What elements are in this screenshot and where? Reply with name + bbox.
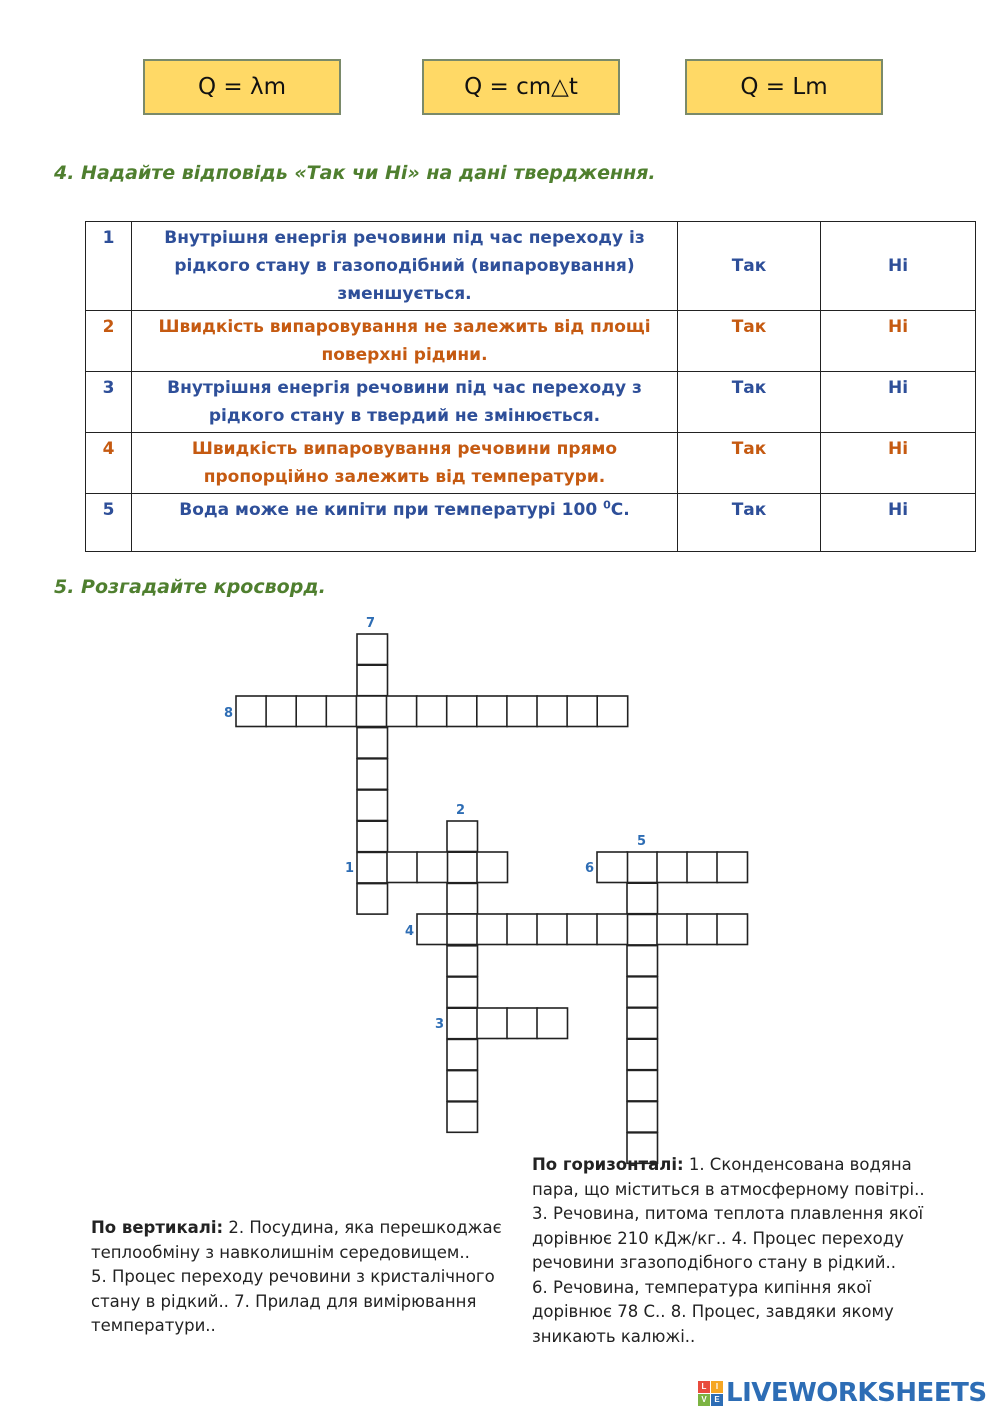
crossword-cell[interactable] — [357, 665, 388, 696]
clue-line: дорівнює 78 С.. 8. Процес, завдяки якому — [532, 1302, 894, 1321]
clue-line: зникають калюжі.. — [532, 1326, 696, 1346]
crossword-cell[interactable] — [236, 696, 267, 727]
clue-line: дорівнює 210 кДж/кг.. 4. Процес переходу — [532, 1228, 904, 1248]
crossword-cell[interactable] — [627, 1102, 658, 1133]
clue-number-4: 4 — [405, 924, 415, 939]
statement-text: Швидкість випаровування не залежить від площі поверхні рідини. — [132, 311, 678, 372]
logo-mark-letter: E — [711, 1394, 723, 1406]
crossword-cell[interactable] — [357, 728, 388, 759]
answer-no[interactable]: Ні — [821, 433, 976, 494]
crossword-cell[interactable] — [627, 914, 658, 945]
logo-mark-icon — [698, 1381, 723, 1406]
crossword-cell[interactable] — [597, 852, 628, 883]
crossword-cell[interactable] — [507, 1008, 538, 1039]
crossword-cell[interactable] — [657, 914, 688, 945]
crossword-cell[interactable] — [447, 1102, 478, 1133]
crossword-cell[interactable] — [357, 884, 388, 915]
crossword-cell[interactable] — [537, 914, 568, 945]
statement-main: Вода може не кипіти при температурі 100 — [179, 500, 604, 520]
vertical-clues — [91, 1216, 511, 1339]
clue-line: стану в рідкий.. 7. Прилад для вимірювання — [91, 1291, 477, 1311]
crossword-cell[interactable] — [597, 914, 628, 945]
liveworksheets-logo — [698, 1378, 987, 1408]
crossword-cell[interactable] — [477, 914, 508, 945]
formula-fusion: Q = λm — [143, 59, 341, 115]
formula-vaporization: Q = Lm — [685, 59, 883, 115]
clue-line: 2. Посудина, яка перешкоджає — [223, 1218, 502, 1237]
crossword-cell[interactable] — [356, 696, 387, 727]
task5-heading: 5. Розгадайте кросворд. — [54, 576, 326, 598]
clue-line: температури.. — [91, 1316, 216, 1335]
crossword-cell[interactable] — [627, 1039, 658, 1070]
crossword-cell[interactable] — [387, 852, 418, 883]
crossword-cell[interactable] — [627, 883, 658, 914]
crossword-cell[interactable] — [687, 914, 718, 945]
formula-heating: Q = cm△t — [422, 59, 620, 115]
crossword-cell[interactable] — [417, 914, 448, 945]
clue-line: 5. Процес переходу речовини з кристалічного — [91, 1267, 495, 1286]
answer-no[interactable]: Ні — [821, 311, 976, 372]
clue-line: 6. Речовина, температура кипіння якої — [532, 1277, 872, 1297]
crossword-cell[interactable] — [266, 696, 297, 727]
crossword-cell[interactable] — [627, 1008, 658, 1039]
clue-number-1: 1 — [345, 861, 355, 876]
logo-mark-letter: I — [711, 1381, 723, 1393]
clue-number-3: 3 — [435, 1017, 445, 1032]
crossword-cell[interactable] — [447, 696, 478, 727]
logo-mark-letter: L — [698, 1381, 710, 1393]
crossword-cell[interactable] — [447, 1039, 478, 1070]
crossword-cell[interactable] — [477, 852, 508, 883]
horizontal-title: По горизонталі: — [532, 1155, 684, 1174]
clue-number-5: 5 — [637, 834, 647, 849]
answer-yes[interactable]: Так — [678, 222, 821, 311]
clue-line: 1. Сконденсована водяна — [683, 1155, 912, 1174]
row-number: 1 — [86, 222, 132, 311]
crossword-cell[interactable] — [507, 696, 538, 727]
crossword-cell[interactable] — [717, 914, 748, 945]
crossword-cell[interactable] — [387, 696, 418, 727]
horizontal-clues — [532, 1153, 952, 1349]
crossword-cell[interactable] — [627, 946, 658, 977]
crossword-cell[interactable] — [687, 852, 718, 883]
crossword-cell[interactable] — [447, 1008, 478, 1038]
crossword-cell[interactable] — [627, 977, 658, 1008]
statement-text: Швидкість випаровування речовини прямо пропорційно залежить від температури. — [132, 433, 678, 494]
row-number: 3 — [86, 372, 132, 433]
task4-heading: 4. Надайте відповідь «Так чи Ні» на дані твердження. — [54, 162, 656, 184]
crossword-cell[interactable] — [447, 1071, 478, 1102]
answer-yes[interactable]: Так — [678, 311, 821, 372]
crossword-cell[interactable] — [627, 852, 658, 883]
crossword-cell[interactable] — [627, 1070, 658, 1101]
row-number: 2 — [86, 311, 132, 372]
crossword-cell[interactable] — [597, 696, 628, 727]
crossword-cell[interactable] — [567, 696, 598, 727]
crossword-cell[interactable] — [417, 852, 448, 883]
clue-number-2: 2 — [456, 803, 466, 818]
answer-no[interactable]: Ні — [821, 494, 976, 552]
crossword-cell[interactable] — [296, 696, 327, 727]
crossword-cell[interactable] — [477, 1008, 508, 1039]
crossword-cell[interactable] — [447, 821, 478, 852]
answer-yes[interactable]: Так — [678, 494, 821, 552]
crossword-cell[interactable] — [357, 790, 388, 821]
crossword-cell[interactable] — [357, 759, 388, 790]
clue-line: теплообміну з навколишнім середовищем.. — [91, 1242, 470, 1262]
logo-mark-letter: V — [698, 1394, 710, 1406]
crossword-cell[interactable] — [326, 696, 357, 727]
answer-no[interactable]: Ні — [821, 222, 976, 311]
crossword-cell[interactable] — [537, 696, 568, 727]
row-number: 5 — [86, 494, 132, 552]
answer-yes[interactable]: Так — [678, 433, 821, 494]
crossword-cell[interactable] — [447, 883, 478, 914]
crossword-cell[interactable] — [507, 914, 538, 945]
statement-text: Внутрішня енергія речовини під час переходу із рідкого стану в газоподібний (випаровування) зменшується. — [132, 222, 678, 311]
row-number: 4 — [86, 433, 132, 494]
crossword-cell[interactable] — [447, 852, 478, 883]
crossword-cell[interactable] — [357, 821, 388, 852]
degree-superscript: 0 — [603, 498, 611, 512]
statement-end: С. — [610, 500, 630, 520]
crossword-cell[interactable] — [447, 977, 478, 1008]
clue-number-6: 6 — [585, 861, 595, 876]
clue-line: пара, що міститься в атмосферному повітрі.. — [532, 1179, 925, 1199]
answer-no[interactable]: Ні — [821, 372, 976, 433]
clue-number-8: 8 — [224, 706, 234, 721]
clue-number-7: 7 — [366, 616, 376, 631]
logo-text: LIVEWORKSHEETS — [726, 1378, 987, 1408]
crossword-cell[interactable] — [447, 914, 478, 945]
crossword-cell[interactable] — [417, 696, 448, 727]
clue-line: 3. Речовина, питома теплота плавлення якої — [532, 1204, 924, 1223]
vertical-title: По вертикалі: — [91, 1218, 224, 1237]
crossword-cell[interactable] — [357, 634, 388, 665]
crossword-cell[interactable] — [657, 852, 688, 883]
statement-text: Внутрішня енергія речовини під час переходу з рідкого стану в твердий не змінюється. — [132, 372, 678, 433]
crossword-cell[interactable] — [567, 914, 598, 945]
crossword-cell[interactable] — [717, 852, 748, 883]
clue-line: речовини згазоподібного стану в рідкий.. — [532, 1253, 896, 1272]
answer-yes[interactable]: Так — [678, 372, 821, 433]
crossword-cell[interactable] — [357, 852, 388, 883]
crossword-cell[interactable] — [537, 1008, 568, 1039]
crossword-cell[interactable] — [447, 946, 478, 977]
crossword-cell[interactable] — [477, 696, 508, 727]
